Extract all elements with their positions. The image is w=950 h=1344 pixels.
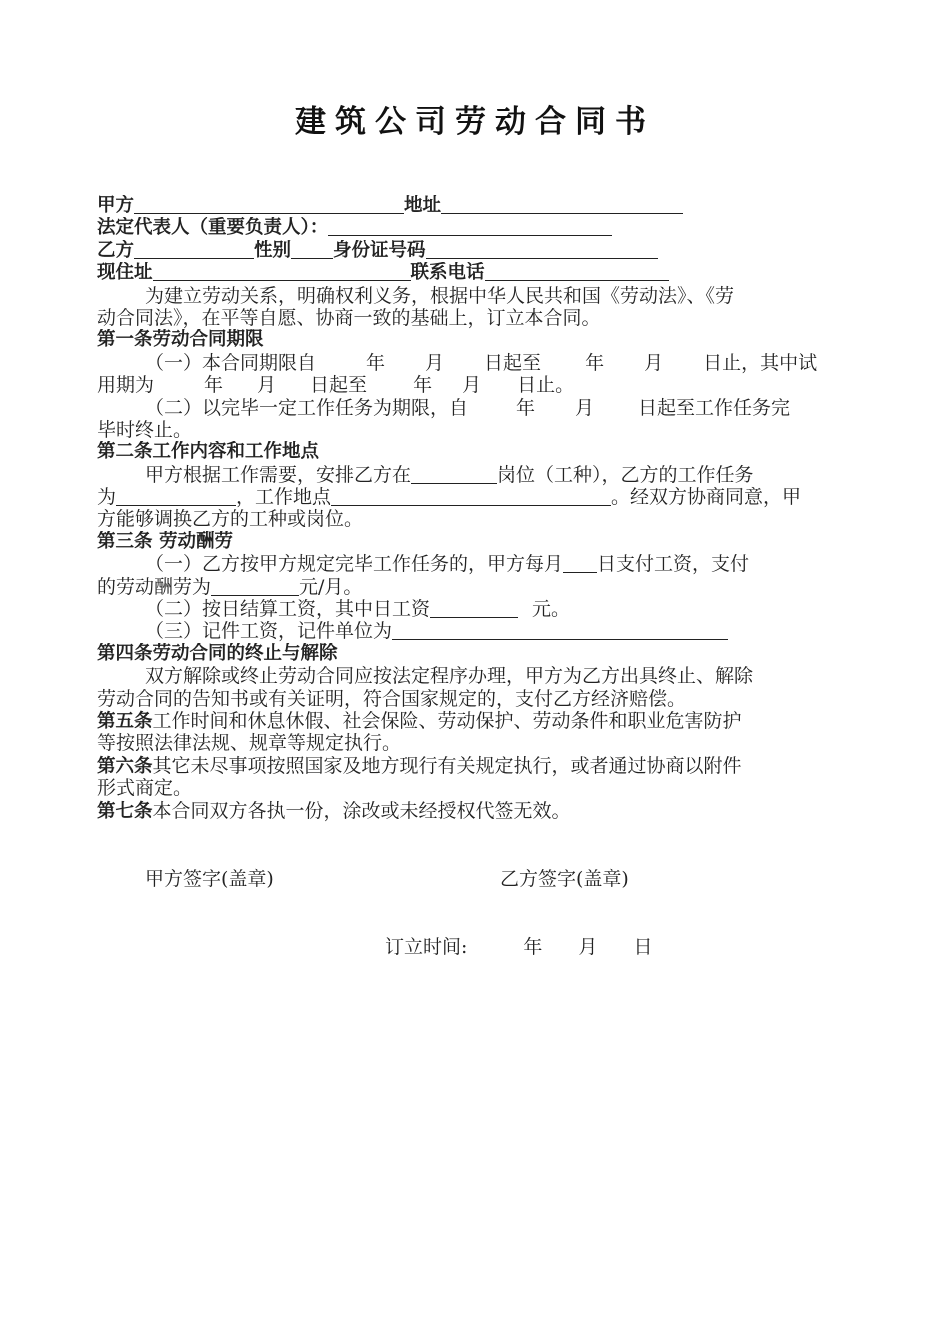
legal-rep-line [97,217,855,239]
text: 日止，其中试 [703,351,818,374]
text: 年 [585,351,605,374]
text: 年 [366,351,386,374]
article-1-heading: 第一条劳动合同期限 [97,329,264,351]
article-4-heading: 第四条劳动合同的终止与解除 [97,642,338,664]
party-a-signature: 甲方签字(盖章) [145,868,274,890]
party-a-line [97,195,855,217]
text: 年 [413,374,433,397]
intro-line-1: 为建立劳动关系，明确权利义务，根据中华人民共和国《劳动法》、《劳 [145,284,735,307]
text: 日起至工作任务完 [638,396,791,419]
daily-pay-blank [430,599,518,618]
article-7-heading: 第七条 [97,800,153,822]
article-5-line-1 [97,710,855,732]
address-blank [441,195,683,214]
id-number-blank [426,240,658,259]
article-7-line-1 [97,800,855,822]
article-5-heading: 第五条 [97,710,153,732]
text: 工作时间和休息休假、社会保险、劳动保护、劳动条件和职业危害防护 [152,709,742,732]
article-2-line-1 [97,464,855,486]
article-5-line-2: 等按照法律法规、规章等规定执行。 [97,732,402,755]
monthly-pay-blank [211,577,299,596]
current-address-label: 现住址 [97,262,153,284]
text: （一）乙方按甲方规定完毕工作任务的，甲方每月 [145,553,564,576]
text: 月 [462,374,482,397]
signing-date [385,932,652,959]
article-4-line-1: 双方解除或终止劳动合同应按法定程序办理，甲方为乙方出具终止、解除 [145,665,754,688]
article-1-clause-2 [97,397,855,419]
text: 其它未尽事项按照国家及地方现行有关规定执行，或者通过协商以附件 [152,754,742,777]
text: 日起至 [310,374,368,397]
text: 日起至 [484,351,542,374]
article-1-clause-1-cont [97,374,855,396]
text: 元。 [532,598,571,621]
text: 日支付工资，支付 [597,553,750,576]
text: 甲方根据工作需要，安排乙方在 [145,463,412,486]
text: 用期为 [97,374,155,397]
text: 的劳动酬劳为 [97,575,212,598]
text: 本合同双方各执一份，涂改或未经授权代签无效。 [152,799,571,822]
article-1-clause-2-cont: 毕时终止。 [97,418,193,441]
article-3-line-1 [97,553,855,575]
text: ，工作地点 [236,486,332,509]
text: （二）按日结算工资，其中日工资 [145,598,431,621]
article-6-line-2: 形式商定。 [97,777,193,800]
article-6-heading: 第六条 [97,755,153,777]
pay-day-blank [563,554,597,573]
article-2-line-3: 方能够调换乙方的工种或岗位。 [97,508,364,531]
text: 年 [204,374,224,397]
gender-label: 性别 [254,239,292,261]
text: 月 [575,396,595,419]
article-3-heading: 第三条 劳动酬劳 [97,530,233,552]
article-1-clause-1 [97,352,855,374]
party-a-blank [134,195,404,214]
text: （二）以完毕一定工作任务为期限，自 [145,396,469,419]
article-4-line-2: 劳动合同的告知书或有关证明，符合国家规定的，支付乙方经济赔偿。 [97,687,687,710]
article-2-line-2 [97,486,855,508]
party-b-signature: 乙方签字(盖章) [500,868,629,890]
article-3-line-2 [97,576,855,598]
date-year: 年 [523,936,543,958]
task-blank [116,487,236,506]
text: 年 [516,396,536,419]
text: 元/月。 [299,575,363,598]
text: 岗位（工种），乙方的工作任务 [497,463,754,486]
article-3-line-4 [97,620,855,642]
text: 。经双方协商同意，甲 [611,486,802,509]
article-2-heading: 第二条工作内容和工作地点 [97,441,320,463]
intro-line-2: 动合同法》，在平等自愿、协商一致的基础上，订立本合同。 [97,306,601,329]
page-title: 建筑公司劳动合同书 [295,104,655,140]
address-label: 地址 [404,195,442,216]
current-address-blank [153,262,411,281]
text: 为 [97,486,117,509]
position-blank [411,465,497,484]
date-month: 月 [578,936,598,958]
text: 月 [257,374,277,397]
id-number-label: 身份证号码 [333,239,426,261]
party-b-line [97,240,855,262]
date-label: 订立时间: [385,936,468,958]
text: （三）记件工资，记件单位为 [145,620,393,643]
text: （一）本合同期限自 [145,351,317,374]
phone-blank [485,262,669,281]
text: 日止。 [517,374,575,397]
gender-blank [291,240,333,259]
date-day: 日 [633,936,653,958]
contract-body [97,195,855,822]
article-6-line-1 [97,755,855,777]
current-address-line [97,262,855,284]
work-location-blank [331,487,611,506]
party-b-blank [134,240,254,259]
text: 月 [644,351,664,374]
piece-unit-blank [392,621,728,640]
legal-rep-blank [328,217,612,236]
article-3-line-3 [97,598,855,620]
party-a-label: 甲方 [97,195,135,216]
phone-label: 联系电话 [410,262,485,284]
text: 月 [425,351,445,374]
legal-rep-label: 法定代表人（重要负责人）： [97,217,329,239]
party-b-label: 乙方 [97,239,135,261]
